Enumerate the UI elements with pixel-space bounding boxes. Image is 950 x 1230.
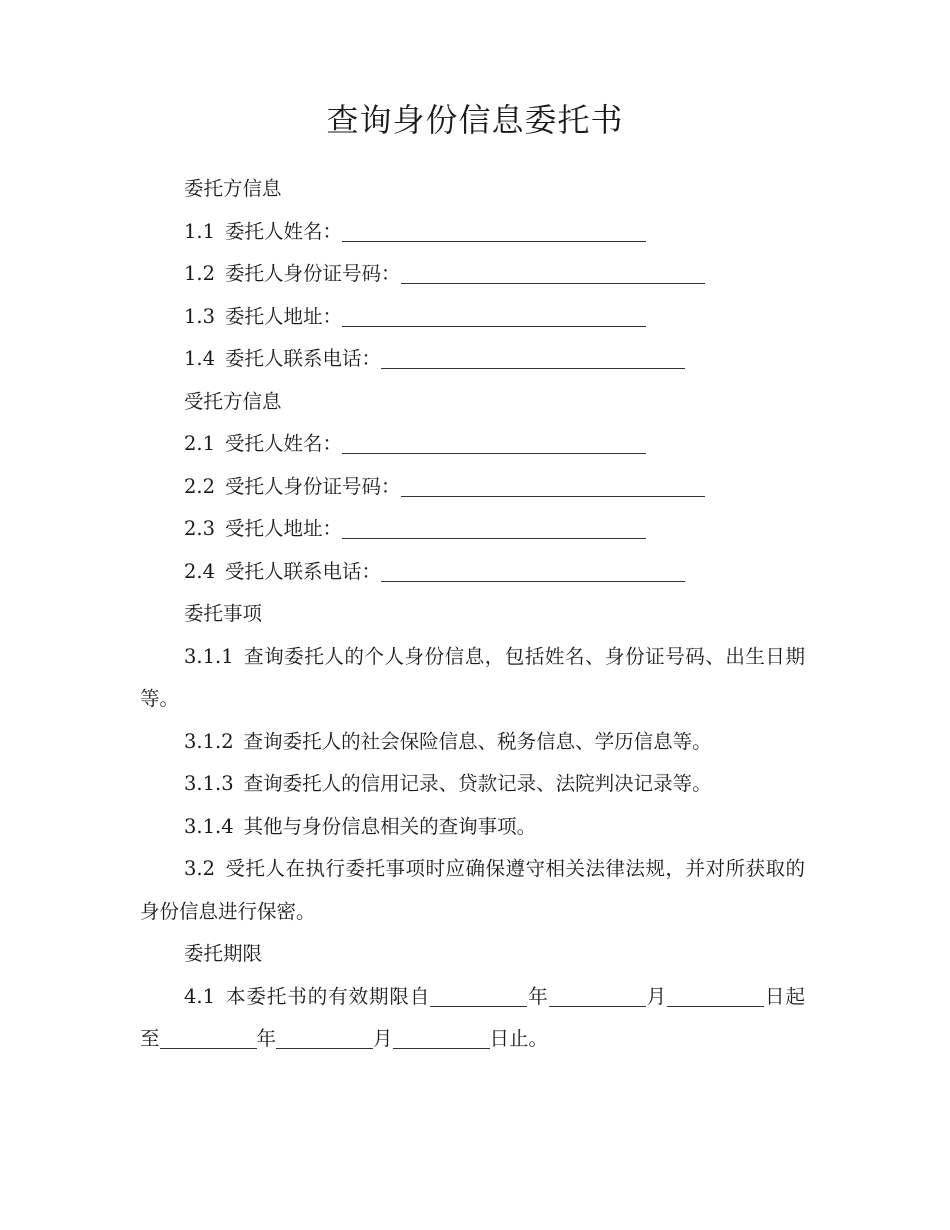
item-number: 3.1.4 <box>184 814 234 838</box>
item-number: 3.1.2 <box>184 729 234 753</box>
field-label: 委托人地址： <box>225 304 343 328</box>
agent-phone-row <box>140 551 805 594</box>
term-heading: 委托期限 <box>184 942 263 965</box>
document-body <box>140 168 805 1061</box>
end-day-blank[interactable] <box>393 1024 490 1049</box>
principal-name-blank[interactable] <box>342 217 646 242</box>
field-label: 受托人身份证号码： <box>225 474 401 498</box>
principal-heading: 委托方信息 <box>184 177 282 200</box>
field-label: 受托人姓名： <box>225 432 343 455</box>
agent-name-row <box>140 423 805 466</box>
agent-heading: 受托方信息 <box>184 389 282 413</box>
agent-name-blank[interactable] <box>342 429 646 454</box>
day-label: 日 <box>764 984 786 1008</box>
field-label: 委托人姓名： <box>225 219 343 243</box>
to-label: 起至 <box>140 984 805 1050</box>
item-number: 3.1.3 <box>184 772 234 795</box>
agent-id-blank[interactable] <box>401 472 705 497</box>
field-number: 2.4 <box>184 559 216 583</box>
field-number: 2.1 <box>184 432 216 455</box>
matter-item <box>140 721 805 764</box>
field-number: 1.4 <box>184 347 216 370</box>
matter-item <box>140 763 805 806</box>
month-label: 月 <box>645 984 668 1008</box>
item-text: 查询委托人的个人身份信息，包括姓名、身份证号码、出生日期等。 <box>140 644 805 710</box>
field-number: 2.2 <box>184 474 216 498</box>
principal-id-row <box>140 253 805 296</box>
item-text: 受托人在执行委托事项时应确保遵守相关法律法规，并对所获取的身份信息进行保密。 <box>140 857 805 923</box>
matters-heading: 委托事项 <box>184 602 263 625</box>
end-month-blank[interactable] <box>276 1024 373 1049</box>
field-label: 委托人联系电话： <box>225 347 382 370</box>
item-number: 3.2 <box>184 857 216 880</box>
field-number: 1.2 <box>184 262 216 285</box>
document-title: 查询身份信息委托书 <box>326 101 624 139</box>
matter-item <box>140 636 805 721</box>
agent-id-row <box>140 466 805 509</box>
item-text: 其他与身份信息相关的查询事项。 <box>243 814 537 838</box>
month-label: 月 <box>373 1027 393 1050</box>
end-year-blank[interactable] <box>160 1024 257 1049</box>
matter-item <box>140 806 805 849</box>
field-number: 1.3 <box>184 304 216 328</box>
principal-phone-row <box>140 338 805 381</box>
principal-id-blank[interactable] <box>401 259 705 284</box>
end-label: 日止。 <box>489 1027 549 1050</box>
agent-phone-blank[interactable] <box>381 557 685 582</box>
item-number: 3.1.1 <box>184 644 234 668</box>
principal-address-blank[interactable] <box>342 302 646 327</box>
item-text: 查询委托人的社会保险信息、税务信息、学历信息等。 <box>243 729 712 753</box>
start-day-blank[interactable] <box>667 982 764 1007</box>
confidentiality-clause <box>140 848 805 933</box>
principal-name-row <box>140 211 805 254</box>
principal-phone-blank[interactable] <box>381 344 685 369</box>
agent-address-row <box>140 508 805 551</box>
field-number: 1.1 <box>184 219 216 243</box>
term-lead-text: 本委托书的有效期限自 <box>225 984 431 1008</box>
item-text: 查询委托人的信用记录、贷款记录、法院判决记录等。 <box>243 772 712 795</box>
start-month-blank[interactable] <box>549 982 646 1007</box>
field-number: 2.3 <box>184 517 216 540</box>
principal-address-row <box>140 296 805 339</box>
year-label: 年 <box>527 984 549 1008</box>
item-number: 4.1 <box>184 984 216 1008</box>
field-label: 委托人身份证号码： <box>225 262 401 285</box>
field-label: 受托人地址： <box>225 517 343 540</box>
term-clause <box>140 976 805 1061</box>
year-label: 年 <box>256 1027 277 1050</box>
start-year-blank[interactable] <box>430 982 527 1007</box>
agent-address-blank[interactable] <box>342 514 646 539</box>
field-label: 受托人联系电话： <box>225 559 382 583</box>
